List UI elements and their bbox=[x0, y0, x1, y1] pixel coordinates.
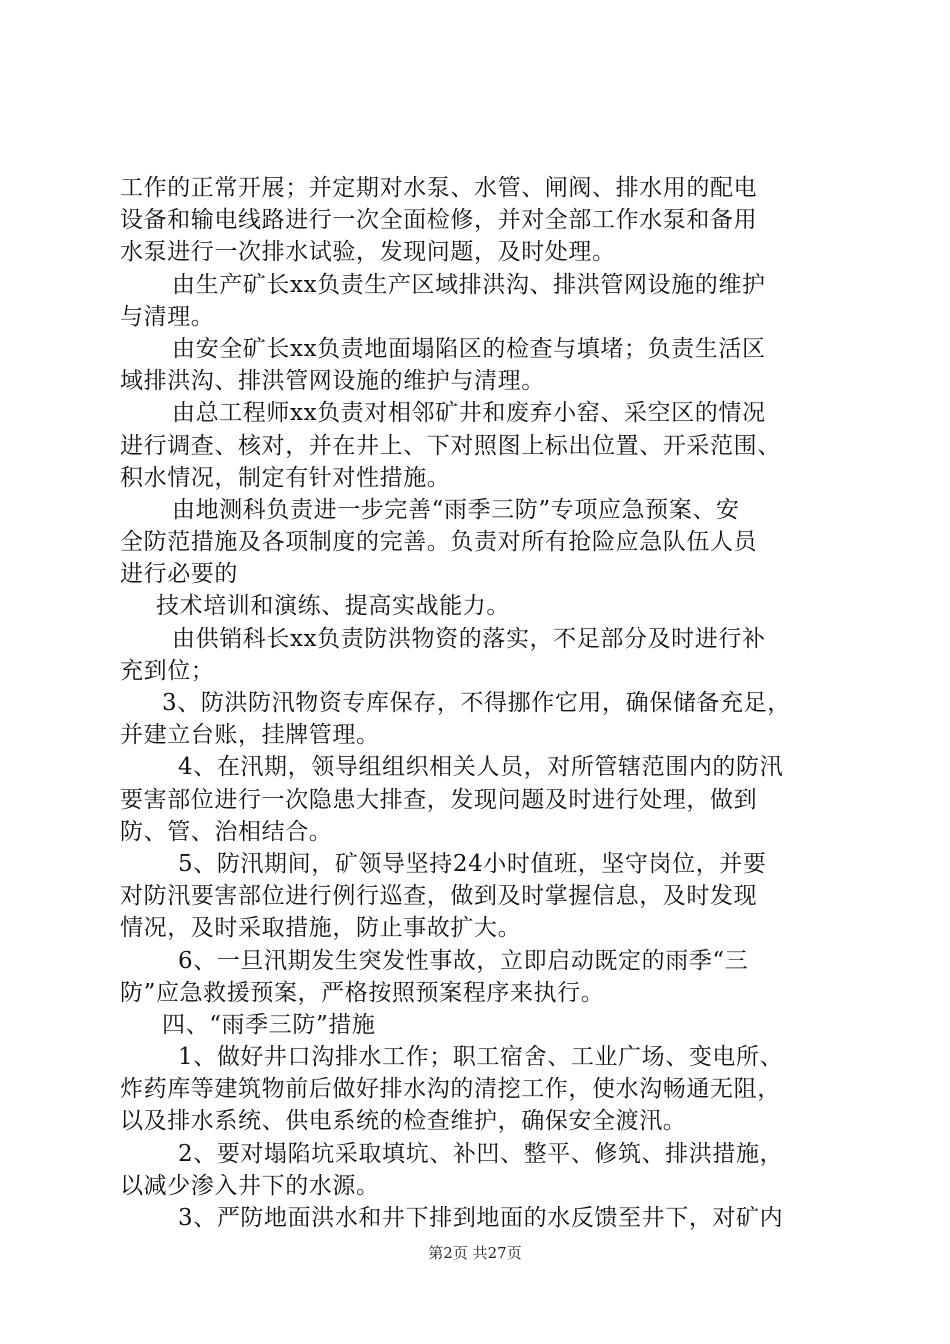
text-line: 设备和输电线路进行一次全面检修，并对全部工作水泵和备用 bbox=[120, 207, 758, 234]
text-line: 情况，及时采取措施，防止事故扩大。 bbox=[120, 915, 522, 942]
text-line: 工作的正常开展；并定期对水泵、水管、闸阀、排水用的配电 bbox=[120, 175, 758, 201]
paragraph-start-line: 6、一旦汛期发生突发性事故，立即启动既定的雨季“三 bbox=[178, 947, 749, 974]
text-line: 全防范措施及各项制度的完善。负责对所有抢险应急队伍人员 bbox=[120, 529, 758, 556]
paragraph-start-line: 1、做好井口沟排水工作；职工宿舍、工业广场、变电所、 bbox=[178, 1044, 784, 1071]
paragraph-start-line: 由总工程师xx负责对相邻矿井和废弃小窑、采空区的情况 bbox=[172, 400, 766, 427]
paragraph-start-line: 3、严防地面洪水和井下排到地面的水反馈至井下，对矿内 bbox=[178, 1205, 784, 1231]
text-line: 防”应急救援预案，严格按照预案程序来执行。 bbox=[120, 979, 605, 1006]
paragraph-start-line: 5、防汛期间，矿领导坚持24小时值班，坚守岗位，并要 bbox=[178, 850, 767, 877]
text-line: 与清理。 bbox=[120, 303, 215, 330]
text-line: 技术培训和演练、提高实战能力。 bbox=[156, 593, 510, 620]
text-line: 域排洪沟、排洪管网设施的维护与清理。 bbox=[120, 368, 545, 395]
paragraph-start-line: 2、要对塌陷坑采取填坑、补凹、整平、修筑、排洪措施， bbox=[178, 1140, 784, 1167]
text-line: 并建立台账，挂牌管理。 bbox=[120, 722, 380, 749]
document-body bbox=[120, 172, 835, 1234]
text-line: 防、管、治相结合。 bbox=[120, 818, 333, 845]
text-line: 以减少渗入井下的水源。 bbox=[120, 1172, 380, 1199]
text-line: 进行调查、核对，并在井上、下对照图上标出位置、开采范围、 bbox=[120, 432, 781, 459]
paragraph-start-line: 由供销科长xx负责防洪物资的落实，不足部分及时进行补 bbox=[172, 625, 766, 652]
text-line: 充到位； bbox=[120, 657, 215, 684]
page-footer: 第2页 共27页 bbox=[428, 1244, 522, 1262]
text-line: 要害部位进行一次隐患大排查，发现问题及时进行处理，做到 bbox=[120, 786, 758, 813]
text-line: 水泵进行一次排水试验，发现问题，及时处理。 bbox=[120, 239, 616, 266]
text-line: 炸药库等建筑物前后做好排水沟的清挖工作，使水沟畅通无阻， bbox=[120, 1076, 781, 1103]
paragraph-start-line: 3、防洪防汛物资专库保存，不得挪作它用，确保储备充足， bbox=[162, 690, 791, 716]
paragraph-start-line: 4、在汛期，领导组组织相关人员，对所管辖范围内的防汛 bbox=[178, 754, 784, 781]
section-heading: 四、“雨季三防”措施 bbox=[162, 1011, 376, 1038]
text-line: 进行必要的 bbox=[120, 561, 238, 588]
paragraph-start-line: 由地测科负责进一步完善“雨季三防”专项应急预案、安 bbox=[172, 496, 740, 523]
text-line: 积水情况，制定有针对性措施。 bbox=[120, 464, 451, 491]
text-line: 对防汛要害部位进行例行巡查，做到及时掌握信息，及时发现 bbox=[120, 883, 758, 910]
paragraph-start-line: 由安全矿长xx负责地面塌陷区的检查与填堵；负责生活区 bbox=[172, 335, 766, 362]
text-line: 以及排水系统、供电系统的检查维护，确保安全渡汛。 bbox=[120, 1108, 687, 1135]
paragraph-start-line: 由生产矿长xx负责生产区域排洪沟、排洪管网设施的维护 bbox=[172, 271, 766, 298]
